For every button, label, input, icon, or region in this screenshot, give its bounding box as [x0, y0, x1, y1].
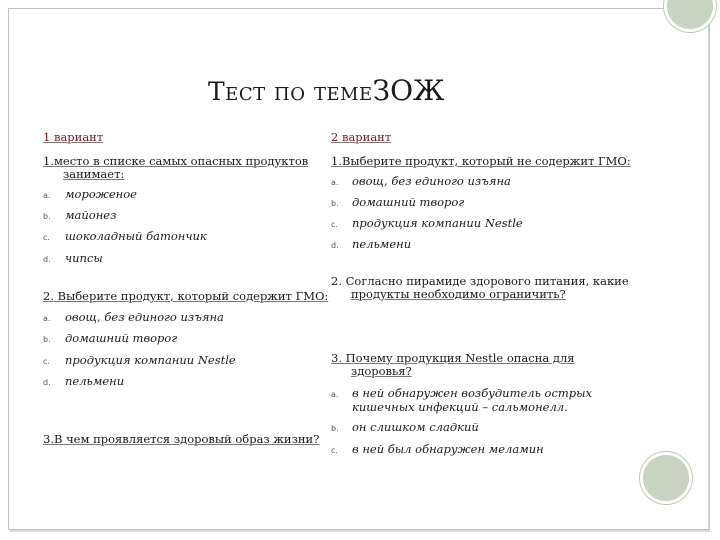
- right-variant-label: 2 вариант: [331, 130, 392, 144]
- right-q3-line2: здоровья?: [351, 364, 412, 378]
- right-q1-option-c: продукция компании Nestle: [352, 216, 523, 230]
- title-main: Тест по теме: [208, 77, 373, 106]
- right-q1-marker-b: b.: [331, 199, 339, 208]
- slide-title: [208, 74, 445, 107]
- left-q1-marker-a: a.: [43, 191, 51, 200]
- left-q2-marker-b: b.: [43, 335, 51, 344]
- right-q3-marker-a: a.: [331, 390, 339, 399]
- left-variant-label: 1 вариант: [43, 130, 104, 144]
- right-q1-marker-a: a.: [331, 178, 339, 187]
- right-q2-line2: продукты необходимо ограничить?: [351, 287, 566, 301]
- left-q1-line2: занимает:: [63, 167, 125, 181]
- title-suffix: ЗОЖ: [372, 74, 445, 107]
- right-q1-text: 1.Выберите продукт, который не содержит ГМО:: [331, 154, 631, 168]
- left-q1-marker-d: d.: [43, 255, 51, 264]
- right-q3-option-a-line2: кишечных инфекций – сальмонелл.: [352, 400, 568, 414]
- right-q1-option-b: домашний творог: [352, 195, 465, 209]
- right-q1-option-d: пельмени: [352, 237, 412, 251]
- left-q1-option-c: шоколадный батончик: [65, 229, 207, 243]
- left-q2-marker-d: d.: [43, 378, 51, 387]
- left-q2-option-b: домашний творог: [65, 331, 178, 345]
- left-q2-option-d: пельмени: [65, 374, 125, 388]
- right-q1-marker-d: d.: [331, 241, 339, 250]
- right-q1-marker-c: c.: [331, 220, 338, 229]
- left-q3-text: 3.В чем проявляется здоровый образ жизни?: [43, 432, 320, 446]
- right-q3-option-c: в ней был обнаружен меламин: [352, 442, 544, 456]
- left-q2-text: 2. Выберите продукт, который содержит ГМО:: [43, 289, 329, 303]
- left-q1-option-d: чипсы: [65, 251, 103, 265]
- left-q2-option-c: продукция компании Nestle: [65, 353, 236, 367]
- right-q3-option-b: он слишком сладкий: [352, 420, 479, 434]
- decorative-circle-bottom: [640, 452, 692, 504]
- left-q1-line1: 1.место в списке самых опасных продуктов: [43, 154, 309, 168]
- right-q1-option-a: овощ, без единого изъяна: [352, 174, 511, 188]
- left-q1-option-b: майонез: [65, 208, 117, 222]
- left-q2-marker-a: a.: [43, 314, 51, 323]
- right-q3-line1: 3. Почему продукция Nestle опасна для: [331, 351, 575, 365]
- left-q2-marker-c: c.: [43, 357, 50, 366]
- right-q3-marker-c: c.: [331, 446, 338, 455]
- left-q1-marker-b: b.: [43, 212, 51, 221]
- right-q3-option-a-line1: в ней обнаружен возбудитель острых: [352, 386, 593, 400]
- left-q1-marker-c: c.: [43, 233, 50, 242]
- left-q2-option-a: овощ, без единого изъяна: [65, 310, 224, 324]
- right-q2-line1: 2. Согласно пирамиде здорового питания, какие: [331, 274, 629, 288]
- left-q1-option-a: мороженое: [65, 187, 137, 201]
- right-q3-marker-b: b.: [331, 424, 339, 433]
